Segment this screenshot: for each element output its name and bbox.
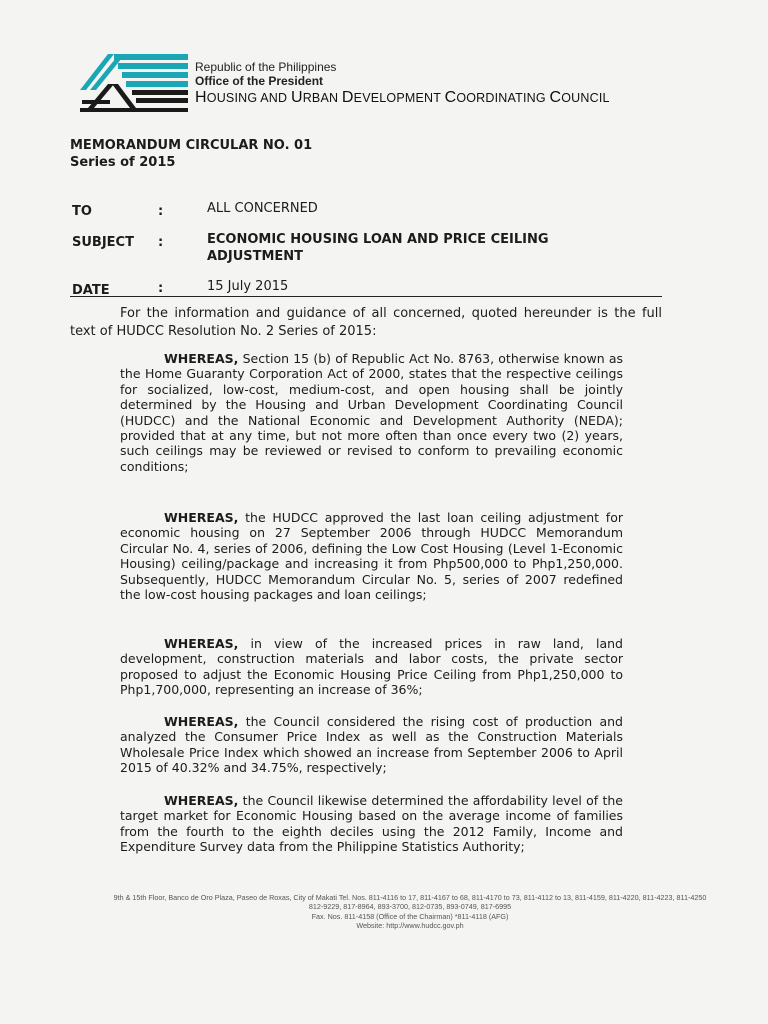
org-name-initial: U bbox=[290, 89, 303, 106]
subject-label: SUBJECT bbox=[72, 235, 134, 250]
whereas-text: in view of the increased prices in raw land, land development, construction materials and labor costs, the private sector proposed to adjust the Economic Housing Price Ceiling from Php1,250,000 to Php1,700,000, representing an increase of 36%; bbox=[120, 636, 623, 698]
whereas-text: Section 15 (b) of Republic Act No. 8763, otherwise known as the Home Guaranty Corporation Act of 2000, states that the respective ceilings for socialized, low-cost, medium-cost, and open housing shall be jointly determined by the Housing and Urban Development Coordinating Council (HUDCC) and the National Economic and Development Authority (NEDA); provided that at any time, but not more often than once every two (2) years, such ceilings may be reviewed or revised to conform to prevailing economic conditions; bbox=[120, 351, 623, 474]
whereas-paragraph-3 bbox=[120, 636, 623, 698]
whereas-paragraph-2 bbox=[120, 510, 623, 602]
letterhead bbox=[195, 60, 610, 107]
hudcc-logo bbox=[78, 50, 190, 114]
to-colon: : bbox=[158, 204, 164, 219]
footer-website: Website: http://www.hudcc.gov.ph bbox=[356, 921, 464, 931]
whereas-paragraph-5 bbox=[120, 793, 623, 855]
office-line: Office of the President bbox=[195, 74, 324, 88]
org-name-word: OUNCIL bbox=[561, 91, 610, 105]
org-name-word: EVELOPMENT bbox=[353, 91, 445, 105]
whereas-lead: WHEREAS, bbox=[164, 351, 239, 366]
intro-paragraph: For the information and guidance of all concerned, quoted hereunder is the full text of HUDCC Resolution No. 2 Series of 2015: bbox=[70, 306, 662, 339]
whereas-text: the HUDCC approved the last loan ceiling adjustment for economic housing on 27 September 2006 through HUDCC Memorandum Circular No. 4, series of 2006, defining the Low Cost Housing (Level 1-Economic Housing) ceiling/package and increasing it from Php500,000 to Php1,250,000. Subsequently, HUDCC Memorandum Circular No. 5, series of 2007 redefined the low-cost housing packages and loan ceilings; bbox=[120, 510, 623, 603]
org-name-word: OUSING AND bbox=[206, 91, 291, 105]
date-colon: : bbox=[158, 281, 164, 296]
footer-phones: 812-9229, 817-8964, 893-3700, 812-0735, 893-0749, 817-6995 bbox=[308, 902, 512, 912]
letterhead-footer bbox=[60, 893, 760, 931]
whereas-lead: WHEREAS, bbox=[164, 510, 239, 525]
org-name-word: OORDINATING bbox=[456, 91, 550, 105]
subject-colon: : bbox=[158, 235, 164, 250]
to-value: ALL CONCERNED bbox=[207, 201, 318, 216]
memo-number: MEMORANDUM CIRCULAR NO. 01 bbox=[70, 138, 313, 153]
whereas-paragraph-1 bbox=[120, 351, 623, 474]
org-name-word: RBAN bbox=[302, 91, 342, 105]
whereas-lead: WHEREAS, bbox=[164, 714, 239, 729]
header-divider bbox=[70, 296, 662, 297]
subject-line-2: ADJUSTMENT bbox=[207, 249, 304, 264]
memo-heading bbox=[70, 137, 312, 171]
to-label: TO bbox=[72, 204, 92, 219]
org-name-initial: D bbox=[341, 89, 354, 106]
organization-name bbox=[195, 88, 610, 107]
whereas-lead: WHEREAS, bbox=[164, 636, 239, 651]
whereas-text: the Council likewise determined the affordability level of the target market for Economic Housing based on the average income of families from the fourth to the eighth deciles using the 2012 Family, Income and Expenditure Survey data from the Philippine Statistics Authority; bbox=[120, 793, 623, 855]
whereas-lead: WHEREAS, bbox=[164, 793, 239, 808]
whereas-paragraph-4 bbox=[120, 714, 623, 776]
subject-line-1: ECONOMIC HOUSING LOAN AND PRICE CEILING bbox=[207, 232, 549, 247]
footer-fax: Fax. Nos. 811-4158 (Office of the Chairman) *811-4118 (AFG) bbox=[311, 911, 509, 921]
org-name-initial: C bbox=[549, 89, 562, 106]
footer-address: 9th & 15th Floor, Banco de Oro Plaza, Paseo de Roxas, City of Makati Tel. Nos. 811-4116 to 17, 811-4167 to 68, 811-4170 to 73, 811-4112 to 13, 811-4159, 811-4220, 811-4223, 811-4250 bbox=[113, 893, 707, 902]
date-value: 15 July 2015 bbox=[207, 279, 289, 294]
subject-value bbox=[207, 231, 549, 265]
org-name-initial: H bbox=[195, 89, 207, 106]
republic-line: Republic of the Philippines bbox=[195, 60, 337, 74]
whereas-text: the Council considered the rising cost of production and analyzed the Consumer Price Index as well as the Construction Materials Wholesale Price Index which showed an increase from September 2006 to April 2015 of 40.32% and 34.75%, respectively; bbox=[120, 714, 623, 776]
date-label: DATE bbox=[72, 283, 110, 298]
memo-series: Series of 2015 bbox=[70, 155, 176, 170]
org-name-initial: C bbox=[444, 89, 457, 106]
